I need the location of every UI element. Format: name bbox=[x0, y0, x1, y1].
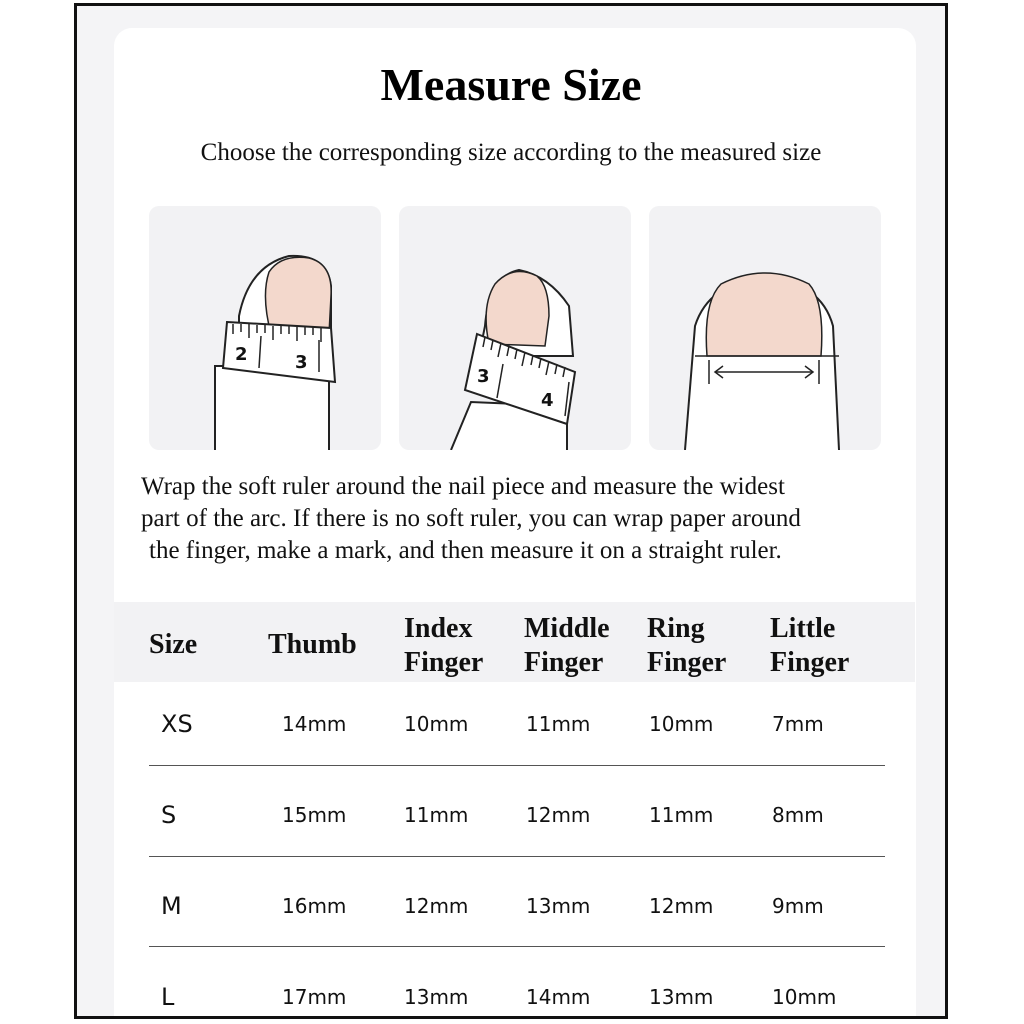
nail-width-illustration bbox=[649, 206, 881, 450]
size-label: S bbox=[161, 801, 177, 829]
instructions-text bbox=[141, 471, 901, 567]
size-label: L bbox=[161, 983, 175, 1011]
illustration-nail-width bbox=[649, 206, 881, 450]
page-frame bbox=[74, 3, 948, 1019]
size-table-header bbox=[114, 602, 915, 682]
illustration-thumb-ruler bbox=[149, 206, 381, 450]
finger-ruler-illustration-1 bbox=[149, 206, 381, 450]
thumb-value: 16mm bbox=[282, 894, 347, 918]
instructions-line: Wrap the soft ruler around the nail piece and measure the widest bbox=[141, 473, 785, 500]
subtitle: Choose the corresponding size according to the measured size bbox=[200, 139, 822, 166]
row-divider bbox=[149, 946, 885, 947]
table-row bbox=[77, 861, 948, 951]
ruler-number: 3 bbox=[295, 352, 308, 373]
table-row bbox=[77, 679, 948, 769]
thumb-value: 14mm bbox=[282, 712, 347, 736]
row-divider bbox=[149, 765, 885, 766]
header-index-finger: Index Finger bbox=[404, 613, 484, 678]
little-value: 8mm bbox=[772, 803, 824, 827]
table-row bbox=[77, 952, 948, 1019]
middle-value: 13mm bbox=[526, 894, 591, 918]
index-value: 11mm bbox=[404, 803, 469, 827]
middle-value: 12mm bbox=[526, 803, 591, 827]
little-value: 7mm bbox=[772, 712, 824, 736]
header-little-finger: Little Finger bbox=[770, 613, 850, 678]
ruler-number: 4 bbox=[541, 390, 554, 411]
header-thumb: Thumb bbox=[268, 629, 357, 660]
instructions-line: the finger, make a mark, and then measure it on a straight ruler. bbox=[149, 537, 782, 564]
table-row bbox=[77, 770, 948, 860]
header-ring-finger: Ring Finger bbox=[647, 613, 727, 678]
middle-value: 14mm bbox=[526, 985, 591, 1009]
little-value: 9mm bbox=[772, 894, 824, 918]
ruler-number: 3 bbox=[477, 366, 490, 387]
thumb-value: 17mm bbox=[282, 985, 347, 1009]
header-size: Size bbox=[149, 629, 198, 660]
ruler-number: 2 bbox=[235, 344, 248, 365]
illustration-finger-ruler bbox=[399, 206, 631, 450]
instructions-line: part of the arc. If there is no soft ruler, you can wrap paper around bbox=[141, 505, 801, 532]
index-value: 10mm bbox=[404, 712, 469, 736]
index-value: 13mm bbox=[404, 985, 469, 1009]
header-middle-finger: Middle Finger bbox=[524, 613, 610, 678]
ring-value: 13mm bbox=[649, 985, 714, 1009]
size-label: M bbox=[161, 892, 182, 920]
row-divider bbox=[149, 856, 885, 857]
index-value: 12mm bbox=[404, 894, 469, 918]
thumb-value: 15mm bbox=[282, 803, 347, 827]
ring-value: 11mm bbox=[649, 803, 714, 827]
page-title: Measure Size bbox=[380, 59, 642, 110]
ring-value: 12mm bbox=[649, 894, 714, 918]
middle-value: 11mm bbox=[526, 712, 591, 736]
little-value: 10mm bbox=[772, 985, 837, 1009]
ring-value: 10mm bbox=[649, 712, 714, 736]
finger-ruler-illustration-2 bbox=[399, 206, 631, 450]
size-label: XS bbox=[161, 710, 193, 738]
